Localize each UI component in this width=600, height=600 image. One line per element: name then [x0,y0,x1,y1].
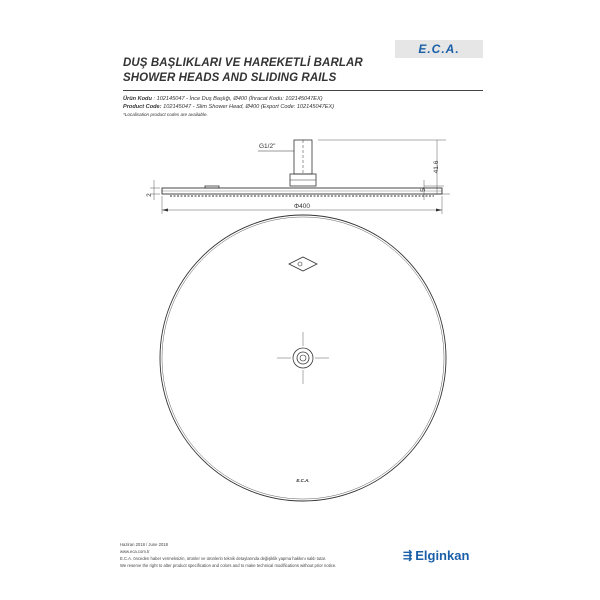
dim-right-total-label: 41.6 [433,160,440,174]
dim-right-small-label: 5 [420,188,427,192]
title-en: SHOWER HEADS AND SLIDING RAILS [123,72,337,84]
footer-url[interactable]: www.eca.com.tr [120,549,150,554]
plate-inlet-marker [205,186,219,188]
footer-date: Haziran 2018 / June 2018 [120,542,168,547]
urun-kodu-value: : 102145047 - İnce Duş Başlığı, Ø400 (İhracat Kodu: 102145047EX) [153,96,323,102]
plate-brand-label: E.C.A. [296,478,310,483]
top-badge [289,257,317,271]
dim-left-label: 2 [146,193,153,197]
diameter-label: Φ400 [293,203,311,210]
footer-note-en: We reserve the right to alter product specification and colors and to make technical modifications without prior notice. [120,563,337,568]
product-code-label: Product Code: [123,104,162,110]
eca-logo-text: E.C.A. [418,42,460,56]
center-connector-outer [293,348,313,368]
title-tr: DUŞ BAŞLIKLARI VE HAREKETLİ BARLAR [123,57,363,69]
center-connector-inner [297,352,309,364]
urun-kodu-label: Ürün Kodu [123,96,152,102]
plate-top-view-inner [162,217,444,499]
thread-label: G1/2" [259,143,276,150]
product-code-value: 102145047 - Slim Shower Head, Ø400 (Export Code: 102145047EX) [163,104,335,110]
elginkan-mark-icon: ⇶ [403,550,413,562]
footer-note-tr: E.C.A. önceden haber vermeksizin, ürünler ve ürünlerin teknik detaylarında değişiklik yapma hakkını saklı tutar. [120,556,326,561]
elginkan-text: Elginkan [415,548,470,563]
elginkan-logo [403,548,469,563]
localisation-note: *Localisation product codes are available. [123,112,208,117]
plate-top-view-outer [160,215,446,501]
